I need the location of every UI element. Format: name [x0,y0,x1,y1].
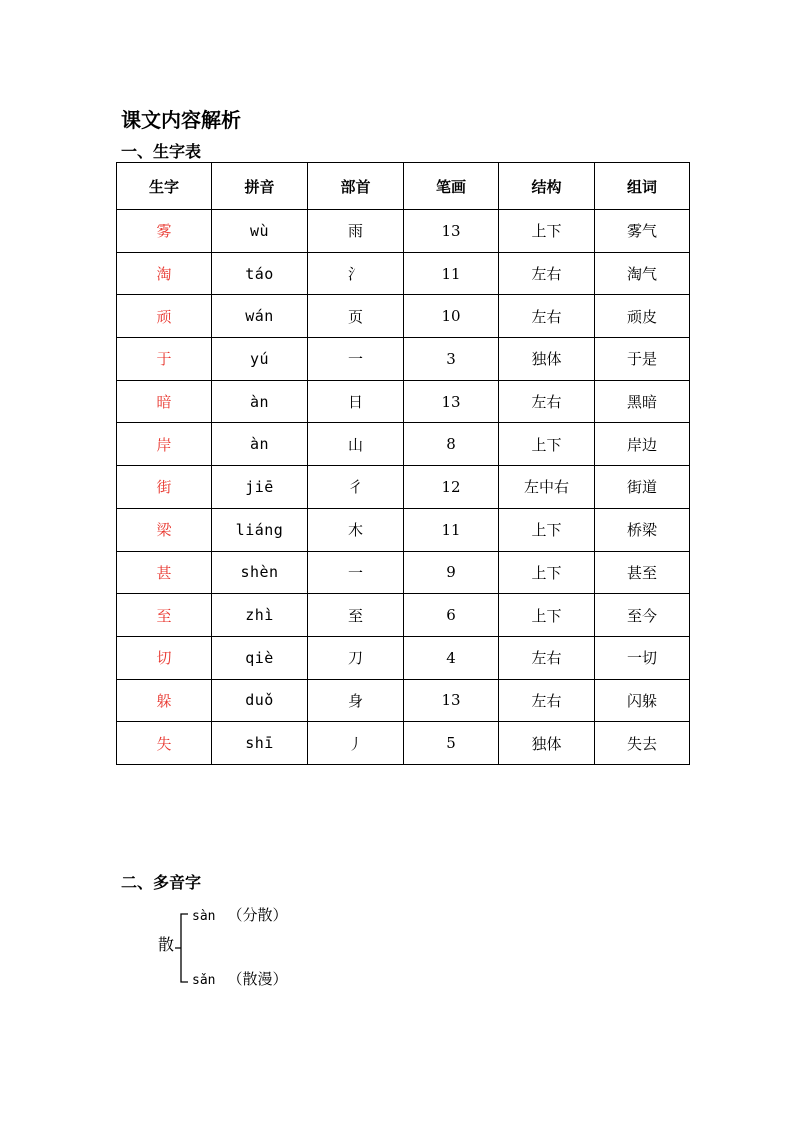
structure-cell: 左中右 [499,466,595,509]
char-cell: 雾 [117,210,212,253]
char-cell: 于 [117,338,212,381]
structure-cell: 左右 [499,295,595,338]
structure-cell: 上下 [499,423,595,466]
table-row [117,636,690,679]
char-cell: 至 [117,594,212,637]
strokes-cell: 13 [404,380,499,423]
table-row [117,423,690,466]
pinyin-cell: wù [212,210,308,253]
table-row [117,466,690,509]
char-cell: 切 [117,636,212,679]
char-cell: 失 [117,722,212,765]
radical-cell: 雨 [308,210,404,253]
char-cell: 甚 [117,551,212,594]
strokes-cell: 9 [404,551,499,594]
radical-cell: 至 [308,594,404,637]
strokes-cell: 13 [404,210,499,253]
radical-cell: 页 [308,295,404,338]
pinyin-cell: àn [212,423,308,466]
pinyin-cell: wán [212,295,308,338]
char-cell: 淘 [117,252,212,295]
structure-cell: 左右 [499,380,595,423]
column-header: 部首 [308,163,404,210]
word-cell: 淘气 [595,252,690,295]
radical-cell: 一 [308,551,404,594]
column-header: 拼音 [212,163,308,210]
structure-cell: 左右 [499,679,595,722]
char-cell: 梁 [117,508,212,551]
column-header: 结构 [499,163,595,210]
polyphonic-reading [192,904,288,928]
structure-cell: 左右 [499,252,595,295]
word-cell: 于是 [595,338,690,381]
pinyin-cell: àn [212,380,308,423]
word-cell: 岸边 [595,423,690,466]
pinyin-cell: duǒ [212,679,308,722]
structure-cell: 独体 [499,722,595,765]
char-cell: 街 [117,466,212,509]
word-cell: 失去 [595,722,690,765]
structure-cell: 独体 [499,338,595,381]
structure-cell: 左右 [499,636,595,679]
section-heading-polyphonic: 二、多音字 [121,873,202,892]
section-heading-char-table: 一、生字表 [121,142,202,161]
table-row [117,594,690,637]
pinyin-cell: yú [212,338,308,381]
strokes-cell: 4 [404,636,499,679]
table-row [117,252,690,295]
reading-word: （散漫） [227,970,288,988]
structure-cell: 上下 [499,594,595,637]
pinyin-cell: táo [212,252,308,295]
char-cell: 岸 [117,423,212,466]
char-table [116,162,690,765]
reading-word: （分散） [227,906,288,924]
polyphonic-reading [192,968,288,992]
strokes-cell: 6 [404,594,499,637]
strokes-cell: 13 [404,679,499,722]
strokes-cell: 10 [404,295,499,338]
pinyin-cell: zhì [212,594,308,637]
table-row [117,210,690,253]
word-cell: 闪躲 [595,679,690,722]
table-row [117,508,690,551]
char-cell: 暗 [117,380,212,423]
word-cell: 甚至 [595,551,690,594]
column-header: 生字 [117,163,212,210]
page-title: 课文内容解析 [121,108,241,132]
radical-cell: 山 [308,423,404,466]
char-cell: 顽 [117,295,212,338]
table-row [117,679,690,722]
strokes-cell: 12 [404,466,499,509]
structure-cell: 上下 [499,210,595,253]
table-row [117,338,690,381]
structure-cell: 上下 [499,508,595,551]
column-header: 笔画 [404,163,499,210]
reading-pinyin: sàn [192,909,216,924]
radical-cell: 一 [308,338,404,381]
table-row [117,551,690,594]
strokes-cell: 11 [404,252,499,295]
strokes-cell: 11 [404,508,499,551]
strokes-cell: 5 [404,722,499,765]
radical-cell: 身 [308,679,404,722]
radical-cell: 刀 [308,636,404,679]
brace-bracket [175,912,189,984]
structure-cell: 上下 [499,551,595,594]
word-cell: 雾气 [595,210,690,253]
pinyin-cell: liáng [212,508,308,551]
radical-cell: 丿 [308,722,404,765]
word-cell: 黑暗 [595,380,690,423]
pinyin-cell: shèn [212,551,308,594]
word-cell: 至今 [595,594,690,637]
radical-cell: 日 [308,380,404,423]
char-cell: 躲 [117,679,212,722]
polyphonic-char: 散 [158,935,175,954]
pinyin-cell: shī [212,722,308,765]
radical-cell: 彳 [308,466,404,509]
strokes-cell: 8 [404,423,499,466]
table-row [117,722,690,765]
strokes-cell: 3 [404,338,499,381]
radical-cell: 木 [308,508,404,551]
pinyin-cell: jiē [212,466,308,509]
word-cell: 顽皮 [595,295,690,338]
radical-cell: 氵 [308,252,404,295]
table-header-row [117,163,690,210]
word-cell: 街道 [595,466,690,509]
table-row [117,295,690,338]
word-cell: 桥梁 [595,508,690,551]
reading-pinyin: sǎn [192,973,216,988]
word-cell: 一切 [595,636,690,679]
table-row [117,380,690,423]
column-header: 组词 [595,163,690,210]
pinyin-cell: qiè [212,636,308,679]
